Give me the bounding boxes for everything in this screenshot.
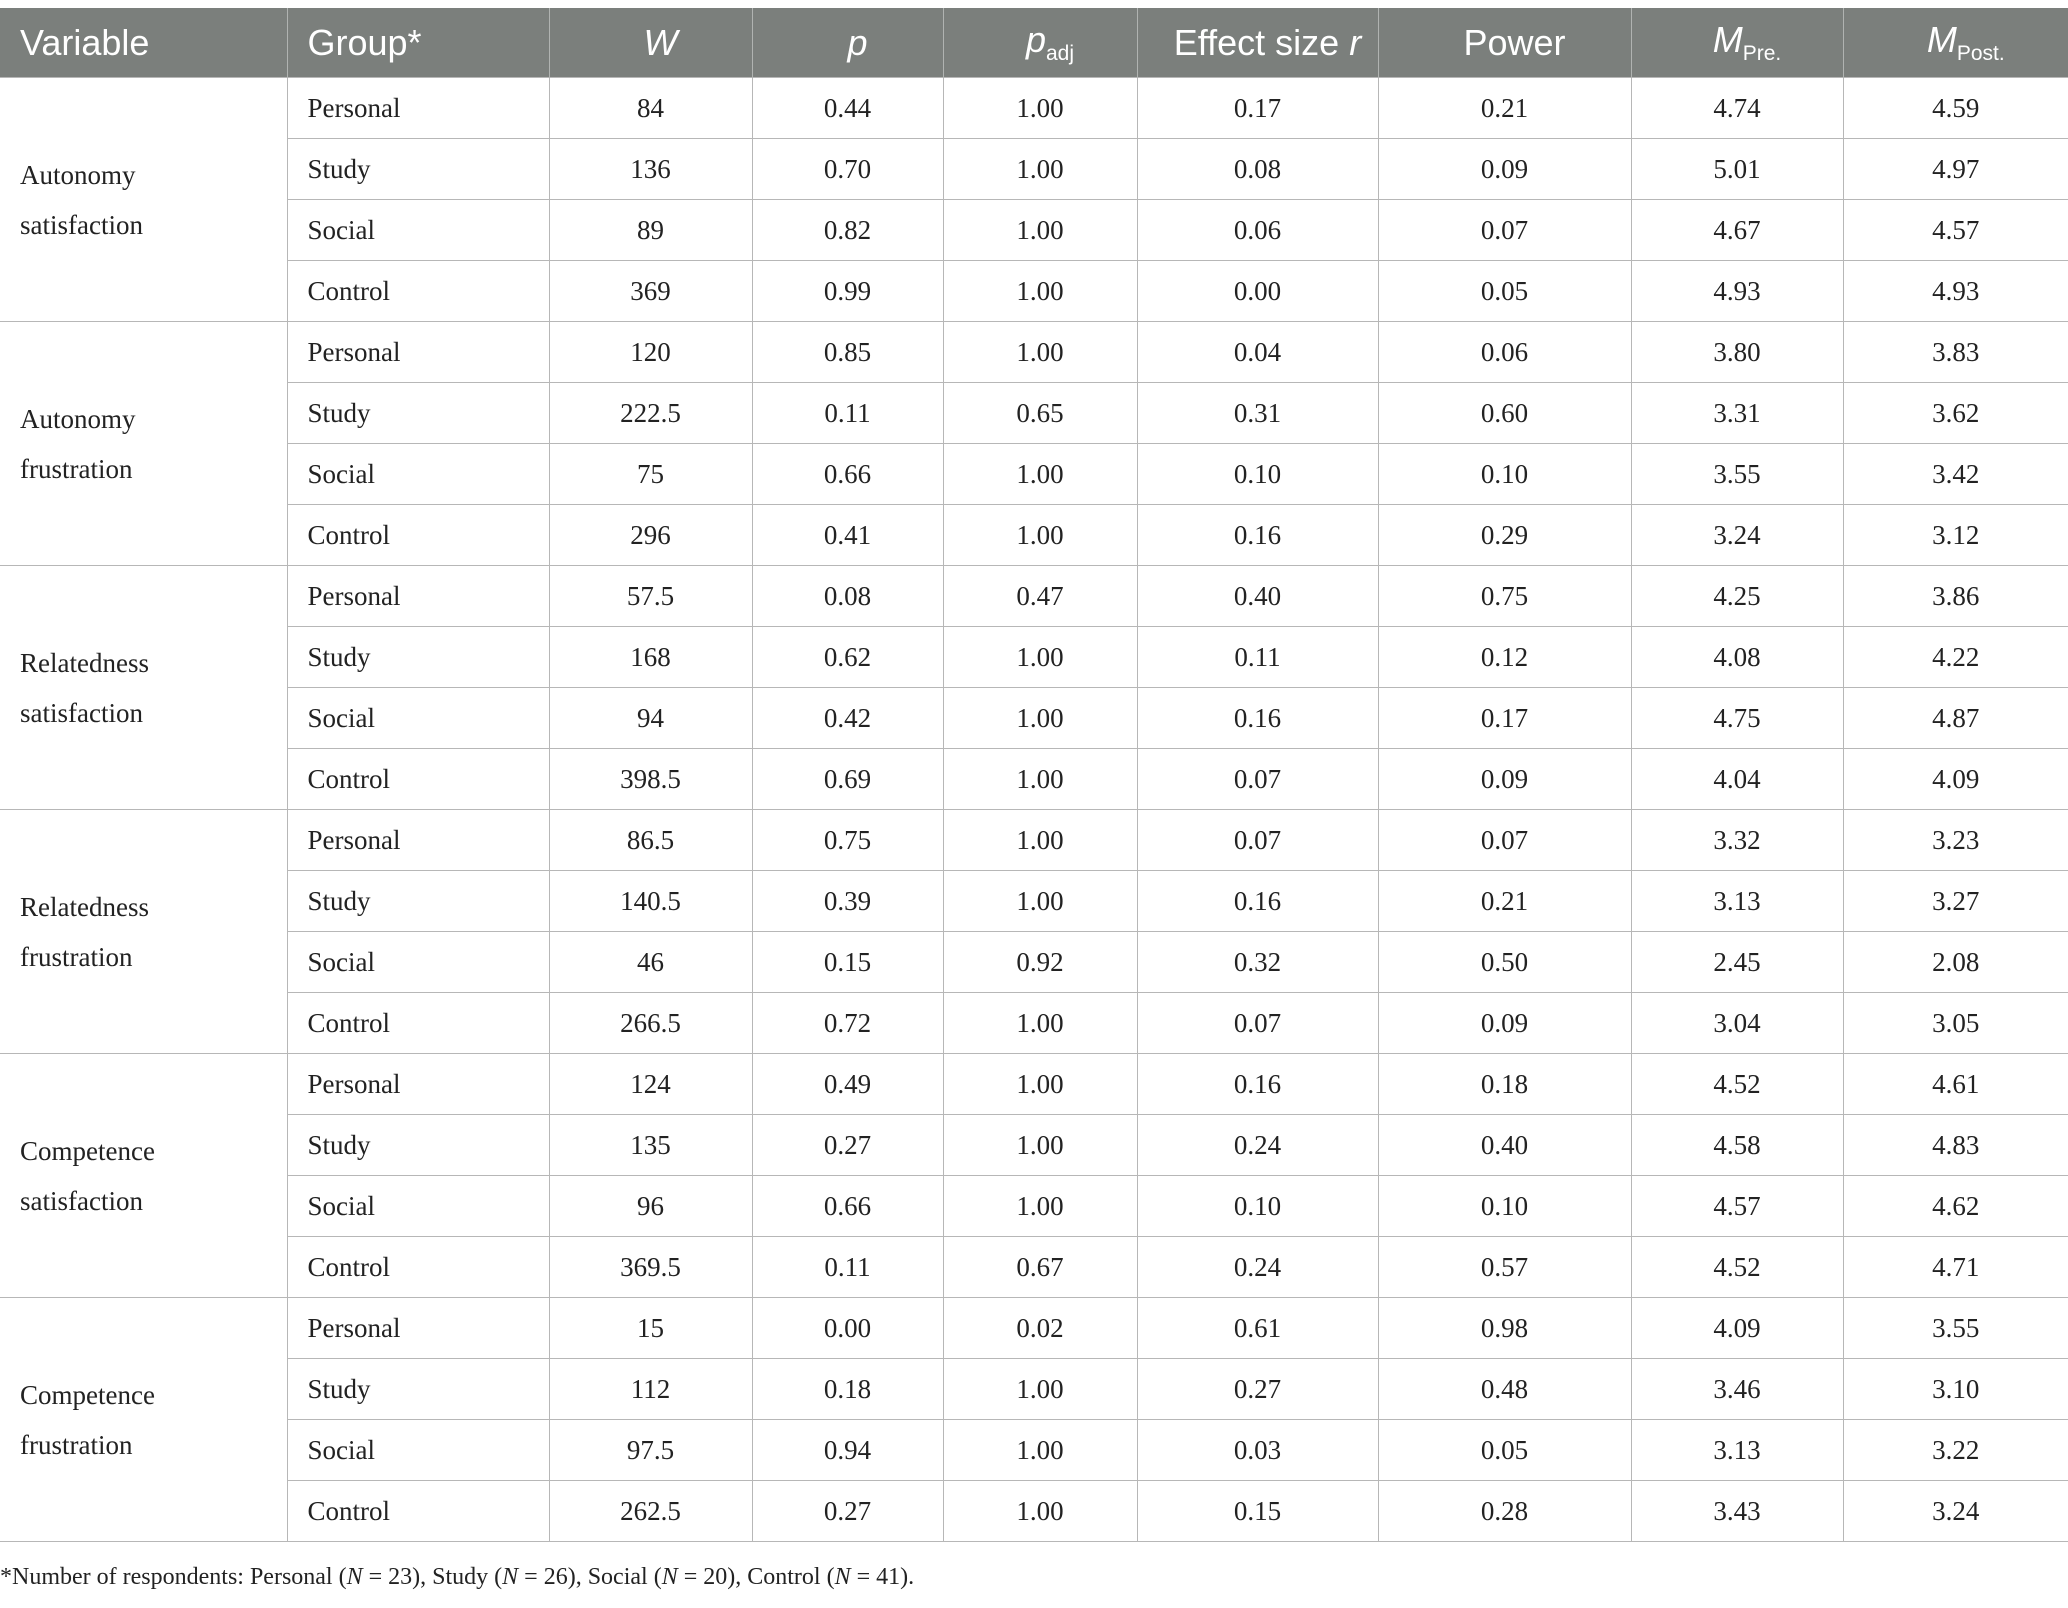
cell-power: 0.05	[1378, 1420, 1631, 1481]
cell-p-adj: 0.47	[943, 566, 1137, 627]
cell-group: Study	[287, 139, 549, 200]
cell-m-pre: 3.24	[1631, 505, 1843, 566]
cell-effect-size: 0.07	[1137, 810, 1378, 871]
cell-p: 0.41	[752, 505, 943, 566]
table-row	[0, 1298, 2068, 1359]
cell-m-post: 3.55	[1843, 1298, 2068, 1359]
table-row	[0, 383, 2068, 444]
cell-p-adj: 1.00	[943, 993, 1137, 1054]
header-w: W	[549, 8, 752, 78]
cell-m-post: 3.42	[1843, 444, 2068, 505]
cell-p: 0.82	[752, 200, 943, 261]
table-row	[0, 749, 2068, 810]
cell-effect-size: 0.04	[1137, 322, 1378, 383]
cell-group: Control	[287, 1237, 549, 1298]
cell-power: 0.75	[1378, 566, 1631, 627]
cell-p: 0.27	[752, 1115, 943, 1176]
cell-w: 84	[549, 78, 752, 139]
table-row	[0, 200, 2068, 261]
cell-p: 0.44	[752, 78, 943, 139]
cell-m-post: 4.83	[1843, 1115, 2068, 1176]
cell-m-pre: 3.31	[1631, 383, 1843, 444]
cell-m-post: 4.09	[1843, 749, 2068, 810]
cell-m-pre: 4.04	[1631, 749, 1843, 810]
cell-group: Social	[287, 1420, 549, 1481]
cell-m-pre: 4.75	[1631, 688, 1843, 749]
table-row	[0, 1115, 2068, 1176]
cell-w: 266.5	[549, 993, 752, 1054]
cell-p-adj: 1.00	[943, 1359, 1137, 1420]
variable-label-line1: Relatedness	[20, 891, 149, 922]
header-variable: Variable	[0, 8, 287, 78]
cell-w: 222.5	[549, 383, 752, 444]
cell-w: 168	[549, 627, 752, 688]
cell-power: 0.28	[1378, 1481, 1631, 1542]
cell-m-post: 3.62	[1843, 383, 2068, 444]
cell-group: Control	[287, 749, 549, 810]
cell-power: 0.60	[1378, 383, 1631, 444]
variable-cell	[0, 78, 287, 322]
variable-label-line2: frustration	[20, 1429, 133, 1460]
header-p: p	[752, 8, 943, 78]
cell-w: 369.5	[549, 1237, 752, 1298]
cell-w: 120	[549, 322, 752, 383]
table-row	[0, 566, 2068, 627]
cell-m-post: 4.93	[1843, 261, 2068, 322]
cell-power: 0.07	[1378, 810, 1631, 871]
table-footnote: *Number of respondents: Personal (N = 23), Study (N = 26), Social (N = 20), Control (N = 41).	[0, 1564, 915, 1590]
cell-p-adj: 1.00	[943, 749, 1137, 810]
cell-w: 46	[549, 932, 752, 993]
cell-power: 0.40	[1378, 1115, 1631, 1176]
cell-m-post: 4.87	[1843, 688, 2068, 749]
cell-power: 0.09	[1378, 139, 1631, 200]
cell-m-post: 4.71	[1843, 1237, 2068, 1298]
cell-p: 0.69	[752, 749, 943, 810]
cell-m-post: 3.22	[1843, 1420, 2068, 1481]
cell-group: Personal	[287, 322, 549, 383]
cell-m-pre: 4.52	[1631, 1054, 1843, 1115]
cell-power: 0.48	[1378, 1359, 1631, 1420]
cell-m-post: 3.05	[1843, 993, 2068, 1054]
variable-label-line1: Relatedness	[20, 647, 149, 678]
cell-m-post: 4.97	[1843, 139, 2068, 200]
cell-power: 0.09	[1378, 993, 1631, 1054]
cell-group: Control	[287, 261, 549, 322]
variable-cell	[0, 810, 287, 1054]
table-body	[0, 78, 2068, 1542]
cell-group: Personal	[287, 566, 549, 627]
cell-m-post: 4.62	[1843, 1176, 2068, 1237]
cell-w: 136	[549, 139, 752, 200]
cell-p-adj: 1.00	[943, 200, 1137, 261]
cell-m-pre: 4.57	[1631, 1176, 1843, 1237]
cell-w: 262.5	[549, 1481, 752, 1542]
header-p-adj: $p_{adj}$	[943, 8, 1137, 78]
cell-m-pre: 3.13	[1631, 871, 1843, 932]
cell-p: 0.72	[752, 993, 943, 1054]
cell-effect-size: 0.08	[1137, 139, 1378, 200]
header-effect-size: Effect size r	[1137, 8, 1378, 78]
cell-p-adj: 1.00	[943, 1481, 1137, 1542]
table-row	[0, 444, 2068, 505]
cell-p-adj: 1.00	[943, 627, 1137, 688]
cell-group: Control	[287, 1481, 549, 1542]
table-row	[0, 932, 2068, 993]
cell-group: Study	[287, 627, 549, 688]
cell-power: 0.29	[1378, 505, 1631, 566]
variable-label-line2: satisfaction	[20, 697, 143, 728]
cell-group: Social	[287, 932, 549, 993]
cell-p-adj: 1.00	[943, 688, 1137, 749]
cell-m-post: 3.83	[1843, 322, 2068, 383]
cell-p: 0.85	[752, 322, 943, 383]
cell-p-adj: 0.65	[943, 383, 1137, 444]
cell-m-pre: 5.01	[1631, 139, 1843, 200]
cell-p: 0.18	[752, 1359, 943, 1420]
table-row	[0, 261, 2068, 322]
cell-p: 0.42	[752, 688, 943, 749]
cell-effect-size: 0.16	[1137, 871, 1378, 932]
cell-p-adj: 1.00	[943, 139, 1137, 200]
cell-effect-size: 0.17	[1137, 78, 1378, 139]
cell-m-pre: 3.55	[1631, 444, 1843, 505]
cell-effect-size: 0.10	[1137, 1176, 1378, 1237]
cell-effect-size: 0.61	[1137, 1298, 1378, 1359]
cell-power: 0.10	[1378, 444, 1631, 505]
cell-group: Personal	[287, 1298, 549, 1359]
cell-m-pre: 4.93	[1631, 261, 1843, 322]
cell-m-pre: 4.58	[1631, 1115, 1843, 1176]
cell-p-adj: 1.00	[943, 1115, 1137, 1176]
cell-m-post: 4.59	[1843, 78, 2068, 139]
table-row	[0, 688, 2068, 749]
table-row	[0, 139, 2068, 200]
variable-label-line1: Competence	[20, 1379, 155, 1410]
table-row	[0, 505, 2068, 566]
cell-effect-size: 0.00	[1137, 261, 1378, 322]
table-row	[0, 1054, 2068, 1115]
table-row	[0, 1359, 2068, 1420]
cell-w: 89	[549, 200, 752, 261]
cell-group: Social	[287, 444, 549, 505]
table-row	[0, 1237, 2068, 1298]
cell-effect-size: 0.24	[1137, 1237, 1378, 1298]
cell-m-pre: 4.67	[1631, 200, 1843, 261]
cell-m-post: 2.08	[1843, 932, 2068, 993]
cell-w: 135	[549, 1115, 752, 1176]
cell-p-adj: 1.00	[943, 810, 1137, 871]
header-m-pre: $M_{Pre.}$	[1631, 8, 1843, 78]
cell-effect-size: 0.16	[1137, 505, 1378, 566]
cell-group: Study	[287, 383, 549, 444]
table-row	[0, 627, 2068, 688]
variable-label-line1: Autonomy	[20, 159, 136, 190]
cell-m-post: 4.57	[1843, 200, 2068, 261]
cell-power: 0.17	[1378, 688, 1631, 749]
variable-cell	[0, 322, 287, 566]
cell-p-adj: 0.67	[943, 1237, 1137, 1298]
cell-effect-size: 0.10	[1137, 444, 1378, 505]
cell-p-adj: 1.00	[943, 871, 1137, 932]
cell-power: 0.06	[1378, 322, 1631, 383]
cell-p-adj: 1.00	[943, 1420, 1137, 1481]
results-table-container	[0, 8, 2068, 1542]
variable-label-line1: Competence	[20, 1135, 155, 1166]
cell-group: Personal	[287, 810, 549, 871]
cell-p-adj: 1.00	[943, 444, 1137, 505]
cell-p: 0.11	[752, 1237, 943, 1298]
cell-power: 0.50	[1378, 932, 1631, 993]
cell-p: 0.11	[752, 383, 943, 444]
cell-w: 369	[549, 261, 752, 322]
cell-p-adj: 0.02	[943, 1298, 1137, 1359]
cell-effect-size: 0.40	[1137, 566, 1378, 627]
cell-effect-size: 0.15	[1137, 1481, 1378, 1542]
cell-m-post: 3.86	[1843, 566, 2068, 627]
table-row	[0, 993, 2068, 1054]
cell-effect-size: 0.03	[1137, 1420, 1378, 1481]
cell-m-pre: 4.09	[1631, 1298, 1843, 1359]
cell-w: 86.5	[549, 810, 752, 871]
cell-m-pre: 3.32	[1631, 810, 1843, 871]
cell-effect-size: 0.24	[1137, 1115, 1378, 1176]
cell-group: Social	[287, 200, 549, 261]
cell-p: 0.27	[752, 1481, 943, 1542]
cell-p-adj: 1.00	[943, 322, 1137, 383]
variable-label-line2: satisfaction	[20, 209, 143, 240]
cell-m-post: 4.61	[1843, 1054, 2068, 1115]
cell-m-pre: 4.74	[1631, 78, 1843, 139]
variable-cell	[0, 566, 287, 810]
variable-cell	[0, 1298, 287, 1542]
variable-label-line2: satisfaction	[20, 1185, 143, 1216]
variable-label-line1: Autonomy	[20, 403, 136, 434]
cell-effect-size: 0.07	[1137, 749, 1378, 810]
table-row	[0, 322, 2068, 383]
cell-m-pre: 3.80	[1631, 322, 1843, 383]
table-row	[0, 78, 2068, 139]
cell-power: 0.12	[1378, 627, 1631, 688]
cell-group: Personal	[287, 1054, 549, 1115]
table-row	[0, 871, 2068, 932]
cell-m-pre: 4.25	[1631, 566, 1843, 627]
header-power: Power	[1378, 8, 1631, 78]
cell-m-pre: 3.04	[1631, 993, 1843, 1054]
cell-m-pre: 3.46	[1631, 1359, 1843, 1420]
cell-w: 398.5	[549, 749, 752, 810]
cell-group: Study	[287, 1115, 549, 1176]
cell-m-post: 3.12	[1843, 505, 2068, 566]
cell-w: 140.5	[549, 871, 752, 932]
cell-effect-size: 0.31	[1137, 383, 1378, 444]
cell-effect-size: 0.11	[1137, 627, 1378, 688]
cell-p: 0.39	[752, 871, 943, 932]
variable-label-line2: frustration	[20, 941, 133, 972]
results-table	[0, 8, 2068, 1542]
cell-m-post: 3.27	[1843, 871, 2068, 932]
cell-power: 0.21	[1378, 78, 1631, 139]
cell-group: Control	[287, 993, 549, 1054]
cell-w: 124	[549, 1054, 752, 1115]
cell-m-pre: 2.45	[1631, 932, 1843, 993]
cell-p: 0.99	[752, 261, 943, 322]
cell-power: 0.05	[1378, 261, 1631, 322]
cell-w: 75	[549, 444, 752, 505]
cell-effect-size: 0.32	[1137, 932, 1378, 993]
cell-power: 0.57	[1378, 1237, 1631, 1298]
cell-w: 112	[549, 1359, 752, 1420]
cell-m-post: 3.24	[1843, 1481, 2068, 1542]
cell-p-adj: 1.00	[943, 1176, 1137, 1237]
cell-p-adj: 1.00	[943, 505, 1137, 566]
cell-p: 0.15	[752, 932, 943, 993]
cell-w: 57.5	[549, 566, 752, 627]
cell-w: 296	[549, 505, 752, 566]
variable-cell	[0, 1054, 287, 1298]
cell-effect-size: 0.16	[1137, 1054, 1378, 1115]
cell-power: 0.18	[1378, 1054, 1631, 1115]
cell-effect-size: 0.06	[1137, 200, 1378, 261]
table-row	[0, 1176, 2068, 1237]
cell-p: 0.75	[752, 810, 943, 871]
cell-p: 0.49	[752, 1054, 943, 1115]
cell-power: 0.07	[1378, 200, 1631, 261]
cell-effect-size: 0.27	[1137, 1359, 1378, 1420]
cell-effect-size: 0.07	[1137, 993, 1378, 1054]
cell-group: Social	[287, 688, 549, 749]
cell-group: Control	[287, 505, 549, 566]
cell-effect-size: 0.16	[1137, 688, 1378, 749]
cell-group: Social	[287, 1176, 549, 1237]
cell-m-pre: 3.43	[1631, 1481, 1843, 1542]
cell-p: 0.08	[752, 566, 943, 627]
cell-p: 0.66	[752, 444, 943, 505]
cell-group: Study	[287, 1359, 549, 1420]
cell-group: Personal	[287, 78, 549, 139]
cell-power: 0.10	[1378, 1176, 1631, 1237]
cell-m-pre: 3.13	[1631, 1420, 1843, 1481]
cell-group: Study	[287, 871, 549, 932]
cell-w: 97.5	[549, 1420, 752, 1481]
cell-p: 0.62	[752, 627, 943, 688]
cell-p: 0.00	[752, 1298, 943, 1359]
cell-power: 0.09	[1378, 749, 1631, 810]
cell-m-post: 4.22	[1843, 627, 2068, 688]
table-row	[0, 810, 2068, 871]
cell-power: 0.98	[1378, 1298, 1631, 1359]
cell-p-adj: 1.00	[943, 1054, 1137, 1115]
cell-p-adj: 0.92	[943, 932, 1137, 993]
cell-w: 94	[549, 688, 752, 749]
variable-label-line2: frustration	[20, 453, 133, 484]
cell-p: 0.66	[752, 1176, 943, 1237]
cell-m-post: 3.23	[1843, 810, 2068, 871]
cell-m-post: 3.10	[1843, 1359, 2068, 1420]
cell-p: 0.70	[752, 139, 943, 200]
table-header	[0, 8, 2068, 78]
cell-w: 15	[549, 1298, 752, 1359]
cell-p: 0.94	[752, 1420, 943, 1481]
cell-w: 96	[549, 1176, 752, 1237]
cell-p-adj: 1.00	[943, 261, 1137, 322]
header-group: Group*	[287, 8, 549, 78]
cell-m-pre: 4.52	[1631, 1237, 1843, 1298]
cell-power: 0.21	[1378, 871, 1631, 932]
cell-p-adj: 1.00	[943, 78, 1137, 139]
table-row	[0, 1420, 2068, 1481]
table-row	[0, 1481, 2068, 1542]
header-m-post: $M_{Post.}$	[1843, 8, 2068, 78]
cell-m-pre: 4.08	[1631, 627, 1843, 688]
